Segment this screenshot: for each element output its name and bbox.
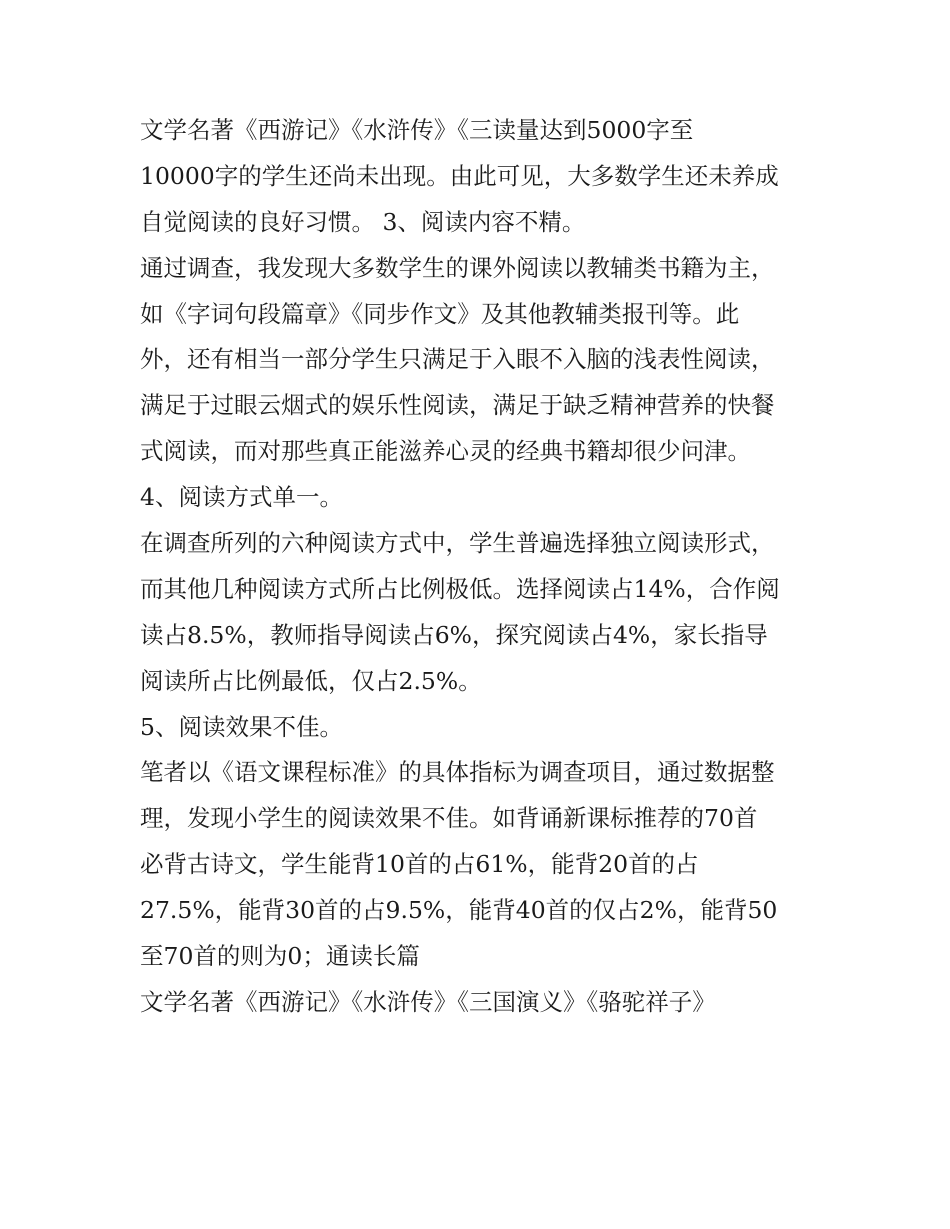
text-line: 式阅读，而对那些真正能滋养心灵的经典书籍却很少问津。 <box>140 437 751 466</box>
text-line: 必背古诗文，学生能背10首的占61%，能背20首的占 <box>140 850 699 879</box>
text-line: 通过调查，我发现大多数学生的课外阅读以教辅类书籍为主， <box>140 253 775 282</box>
text-line: 自觉阅读的良好习惯。 3、阅读内容不精。 <box>140 207 586 236</box>
text-line: 而其他几种阅读方式所占比例极低。选择阅读占14%，合作阅 <box>140 574 780 603</box>
text-line: 在调查所列的六种阅读方式中，学生普遍选择独立阅读形式， <box>140 529 775 558</box>
text-line: 外，还有相当一部分学生只满足于入眼不入脑的浅表性阅读， <box>140 345 775 374</box>
text-line: 文学名著《西游记》《水浒传》《三国演义》《骆驼祥子》 <box>140 987 716 1016</box>
text-line: 如《字词句段篇章》《同步作文》及其他教辅类报刊等。此 <box>140 299 740 328</box>
section-heading: 4、阅读方式单一。 <box>140 483 343 512</box>
text-line: 文学名著《西游记》《水浒传》《三读量达到5000字至 <box>140 116 694 144</box>
text-line: 27.5%，能背30首的占9.5%，能背40首的仅占2%，能背50 <box>140 896 778 925</box>
section-heading: 5、阅读效果不佳。 <box>140 712 343 741</box>
text-line: 阅读所占比例最低，仅占2.5%。 <box>140 666 482 695</box>
text-line: 至70首的则为0；通读长篇 <box>140 942 420 971</box>
document-body <box>140 108 830 1026</box>
text-line: 满足于过眼云烟式的娱乐性阅读，满足于缺乏精神营养的快餐 <box>140 391 775 420</box>
text-line: 理，发现小学生的阅读效果不佳。如背诵新课标推荐的70首 <box>140 804 758 833</box>
text-line: 笔者以《语文课程标准》的具体指标为调查项目，通过数据整 <box>140 758 775 787</box>
text-line: 读占8.5%，教师指导阅读占6%，探究阅读占4%，家长指导 <box>140 620 768 649</box>
text-line: 10000字的学生还尚未出现。由此可见，大多数学生还未养成 <box>140 161 779 190</box>
